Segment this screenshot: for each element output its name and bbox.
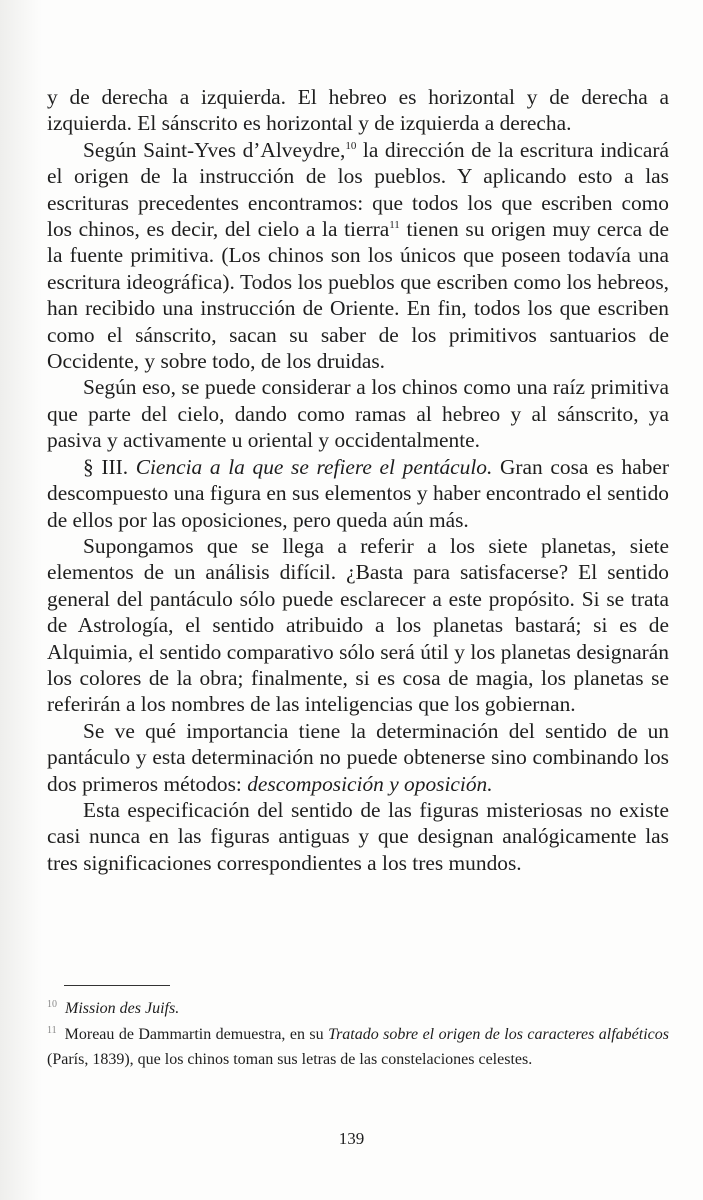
paragraph-1-text: y de derecha a izquierda. El hebreo es horizontal y de derecha a izquierda. El sánscrito es horizontal y de izquierda a derecha. [47, 85, 669, 136]
paragraph-3-text: Según eso, se puede considerar a los chinos como una raíz primitiva que parte del cielo, dando como ramas al hebreo y al sánscrito, ya pasiva y activamente u oriental y occidentalmente. [47, 375, 669, 453]
paragraph-2-text-b: la dirección de la escritura indicará el origen de la instrucción de los pueblos. Y aplicando esto a las escrituras precedentes encontramos: que todos los que escriben como los chinos, es decir, del cielo a la tierra [47, 137, 670, 242]
paragraph-4-text: Gran cosa es haber descompuesto una figura en sus elementos y haber encontrado el sentido de ellos por las oposiciones, pero queda aún más. [47, 454, 670, 532]
paragraph-4 [47, 454, 669, 533]
paragraph-2 [47, 137, 669, 375]
paragraph-1 [47, 84, 669, 137]
footnote-11-italic: Tratado sobre el origen de los caracteres alfabéticos [328, 1025, 669, 1043]
page-gutter-shadow [0, 0, 42, 1200]
paragraph-3 [47, 374, 669, 453]
paragraph-6-text: Se ve qué importancia tiene la determinación del sentido de un pantáculo y esta determinación no puede obtenerse sino combinando los dos primeros métodos: [47, 718, 669, 796]
paragraph-6 [47, 718, 669, 797]
footnote-10-number: 10 [47, 999, 57, 1010]
footnote-10-text: Mission des Juifs. [65, 1000, 180, 1017]
paragraph-5-text: Supongamos que se llega a referir a los siete planetas, siete elementos de un análisis difícil. ¿Basta para satisfacerse? El sentido general del pantáculo sólo puede esclarecer a este propósito. Si se trata de Astrología, el sentido atribuido a los planetas bastará; si es de Alquimia, el sentido comparativo sólo será útil y los planetas designarán los colores de la obra; finalmente, si es cosa de magia, los planetas se referirán a los nombres de las inteligencias que los gobiernan. [47, 533, 669, 717]
paragraph-7 [47, 797, 669, 876]
footnote-11 [47, 1022, 669, 1073]
paragraph-2-text-a: Según Saint-Yves d’Alveydre, [83, 137, 346, 162]
section-heading: Ciencia a la que se refiere el pentáculo. [135, 454, 493, 479]
footnote-ref-11: 11 [389, 219, 400, 232]
main-text [47, 84, 669, 876]
paragraph-7-text: Esta especificación del sentido de las figuras misteriosas no existe casi nunca en las figuras antiguas y que designan analógicamente las tres significaciones correspondientes a los tres mundos. [47, 797, 669, 875]
section-number: § III. [83, 454, 136, 479]
footnotes [47, 996, 669, 1073]
paragraph-6-italic: descomposición y oposición. [247, 771, 493, 796]
paragraph-2-text-c: tienen su origen muy cerca de la fuente primitiva. (Los chinos son los únicos que poseen todavía una escritura ideográfica). Todos los pueblos que escriben como los hebreos, han recibido una instrucción de Oriente. En fin, todos los que escriben como el sánscrito, sacan su saber de los primitivos santuarios de Occidente, y sobre todo, de los druidas. [47, 217, 669, 374]
footnote-divider [64, 985, 170, 986]
footnote-11-text-b: (París, 1839), que los chinos toman sus letras de las constelaciones celestes. [47, 1051, 533, 1068]
footnote-11-number: 11 [47, 1024, 57, 1036]
paragraph-5 [47, 533, 669, 718]
footnote-11-text-a: Moreau de Dammartin demuestra, en su [64, 1025, 329, 1043]
page-number: 139 [338, 1129, 365, 1148]
footnote-ref-10: 10 [345, 139, 357, 152]
footnote-10 [47, 996, 669, 1022]
